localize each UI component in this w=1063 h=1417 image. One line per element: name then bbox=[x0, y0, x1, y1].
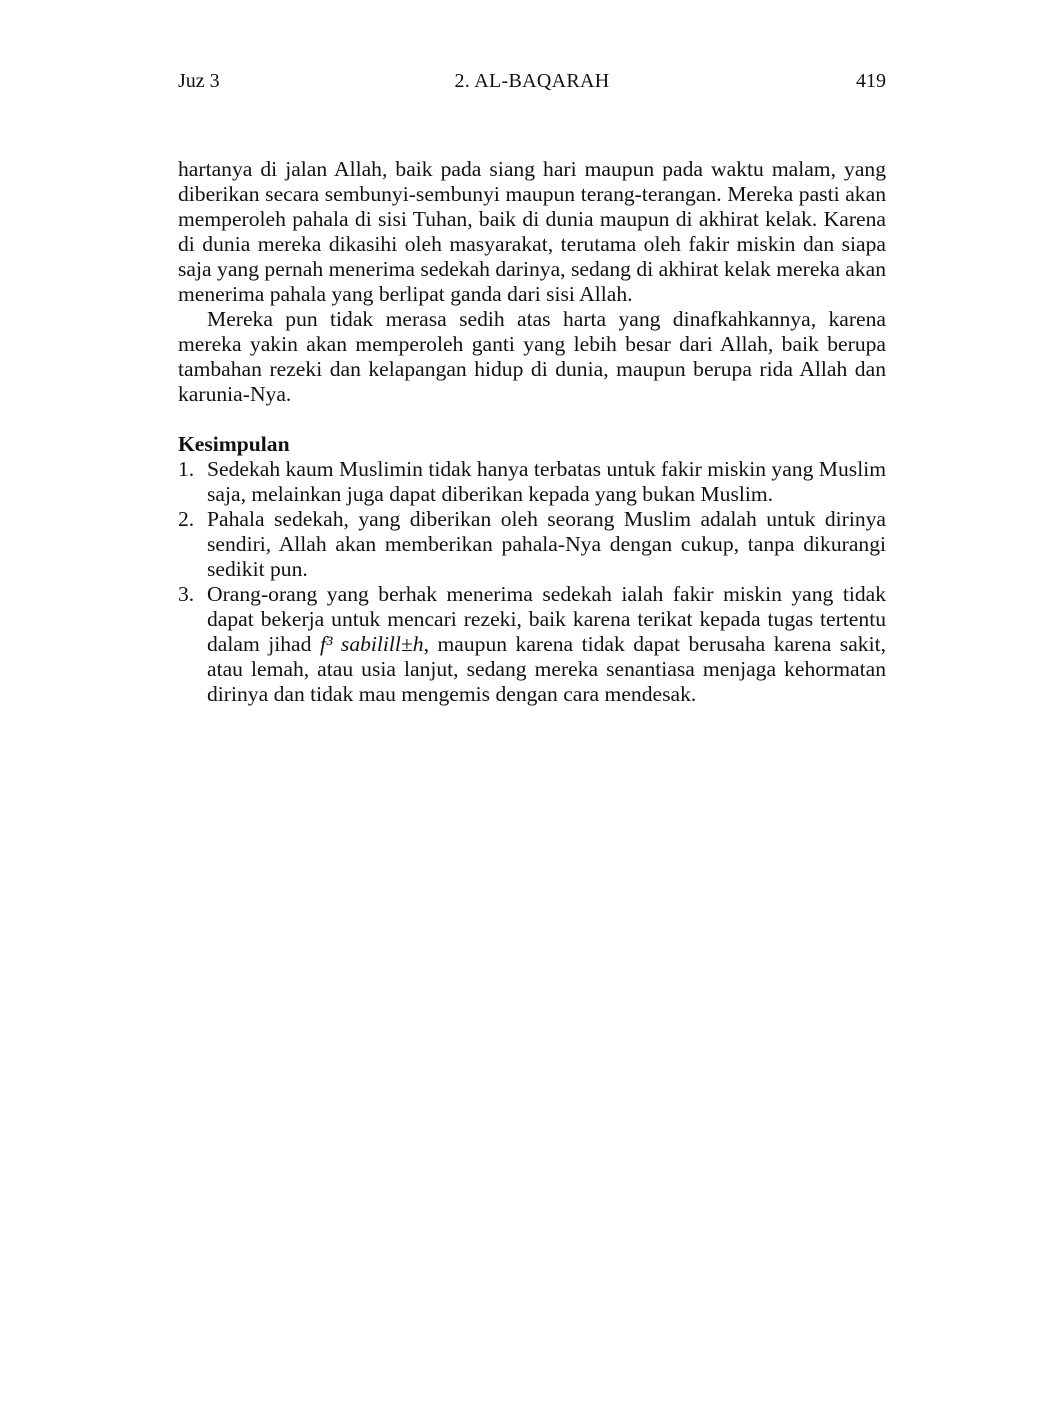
surah-title: 2. AL-BAQARAH bbox=[454, 70, 610, 92]
list-item-text-before: Orang-orang yang berhak menerima sedekah ialah fakir miskin yang tidak dapat bekerja untuk mencari rezeki, baik karena terikat kepada tugas tertentu dalam jihad bbox=[207, 582, 886, 656]
body-text bbox=[178, 157, 886, 707]
list-item-number: 1. bbox=[178, 457, 195, 481]
list-item bbox=[178, 507, 886, 582]
list-item-text: Pahala sedekah, yang diberikan oleh seorang Muslim adalah untuk dirinya sendiri, Allah akan memberikan pahala-Nya dengan cukup, tanpa dikurangi sedikit pun. bbox=[207, 507, 886, 581]
list-item-italic-term: f³ sabilill±h bbox=[319, 632, 424, 656]
juz-label: Juz 3 bbox=[178, 70, 220, 92]
list-item-number: 2. bbox=[178, 507, 195, 531]
list-item-number: 3. bbox=[178, 582, 195, 606]
running-header bbox=[178, 70, 886, 100]
page-number: 419 bbox=[856, 70, 886, 92]
list-item-text-after: , maupun karena tidak dapat berusaha karena sakit, atau lemah, atau usia lanjut, sedang mereka senantiasa menjaga kehormatan dirinya dan tidak mau mengemis dengan cara mendesak. bbox=[207, 632, 886, 706]
conclusion-list bbox=[178, 457, 886, 707]
paragraph-continuation: hartanya di jalan Allah, baik pada siang hari maupun pada waktu malam, yang diberikan secara sembunyi-sembunyi maupun terang-terangan. Mereka pasti akan memperoleh pahala di sisi Tuhan, baik di dunia maupun di akhirat kelak. Karena di dunia mereka dikasihi oleh masyarakat, terutama oleh fakir miskin dan siapa saja yang pernah menerima sedekah darinya, sedang di akhirat kelak mereka akan menerima pahala yang berlipat ganda dari sisi Allah. bbox=[178, 157, 886, 306]
paragraph-indented: Mereka pun tidak merasa sedih atas harta yang dinafkahkannya, karena mereka yakin akan memperoleh ganti yang lebih besar dari Allah, baik berupa tambahan rezeki dan kelapangan hidup di dunia, maupun berupa rida Allah dan karunia-Nya. bbox=[178, 307, 886, 406]
list-item bbox=[178, 582, 886, 707]
list-item bbox=[178, 457, 886, 507]
list-item-text: Sedekah kaum Muslimin tidak hanya terbatas untuk fakir miskin yang Muslim saja, melainkan juga dapat diberikan kepada yang bukan Muslim. bbox=[207, 457, 886, 506]
conclusion-heading: Kesimpulan bbox=[178, 432, 290, 456]
